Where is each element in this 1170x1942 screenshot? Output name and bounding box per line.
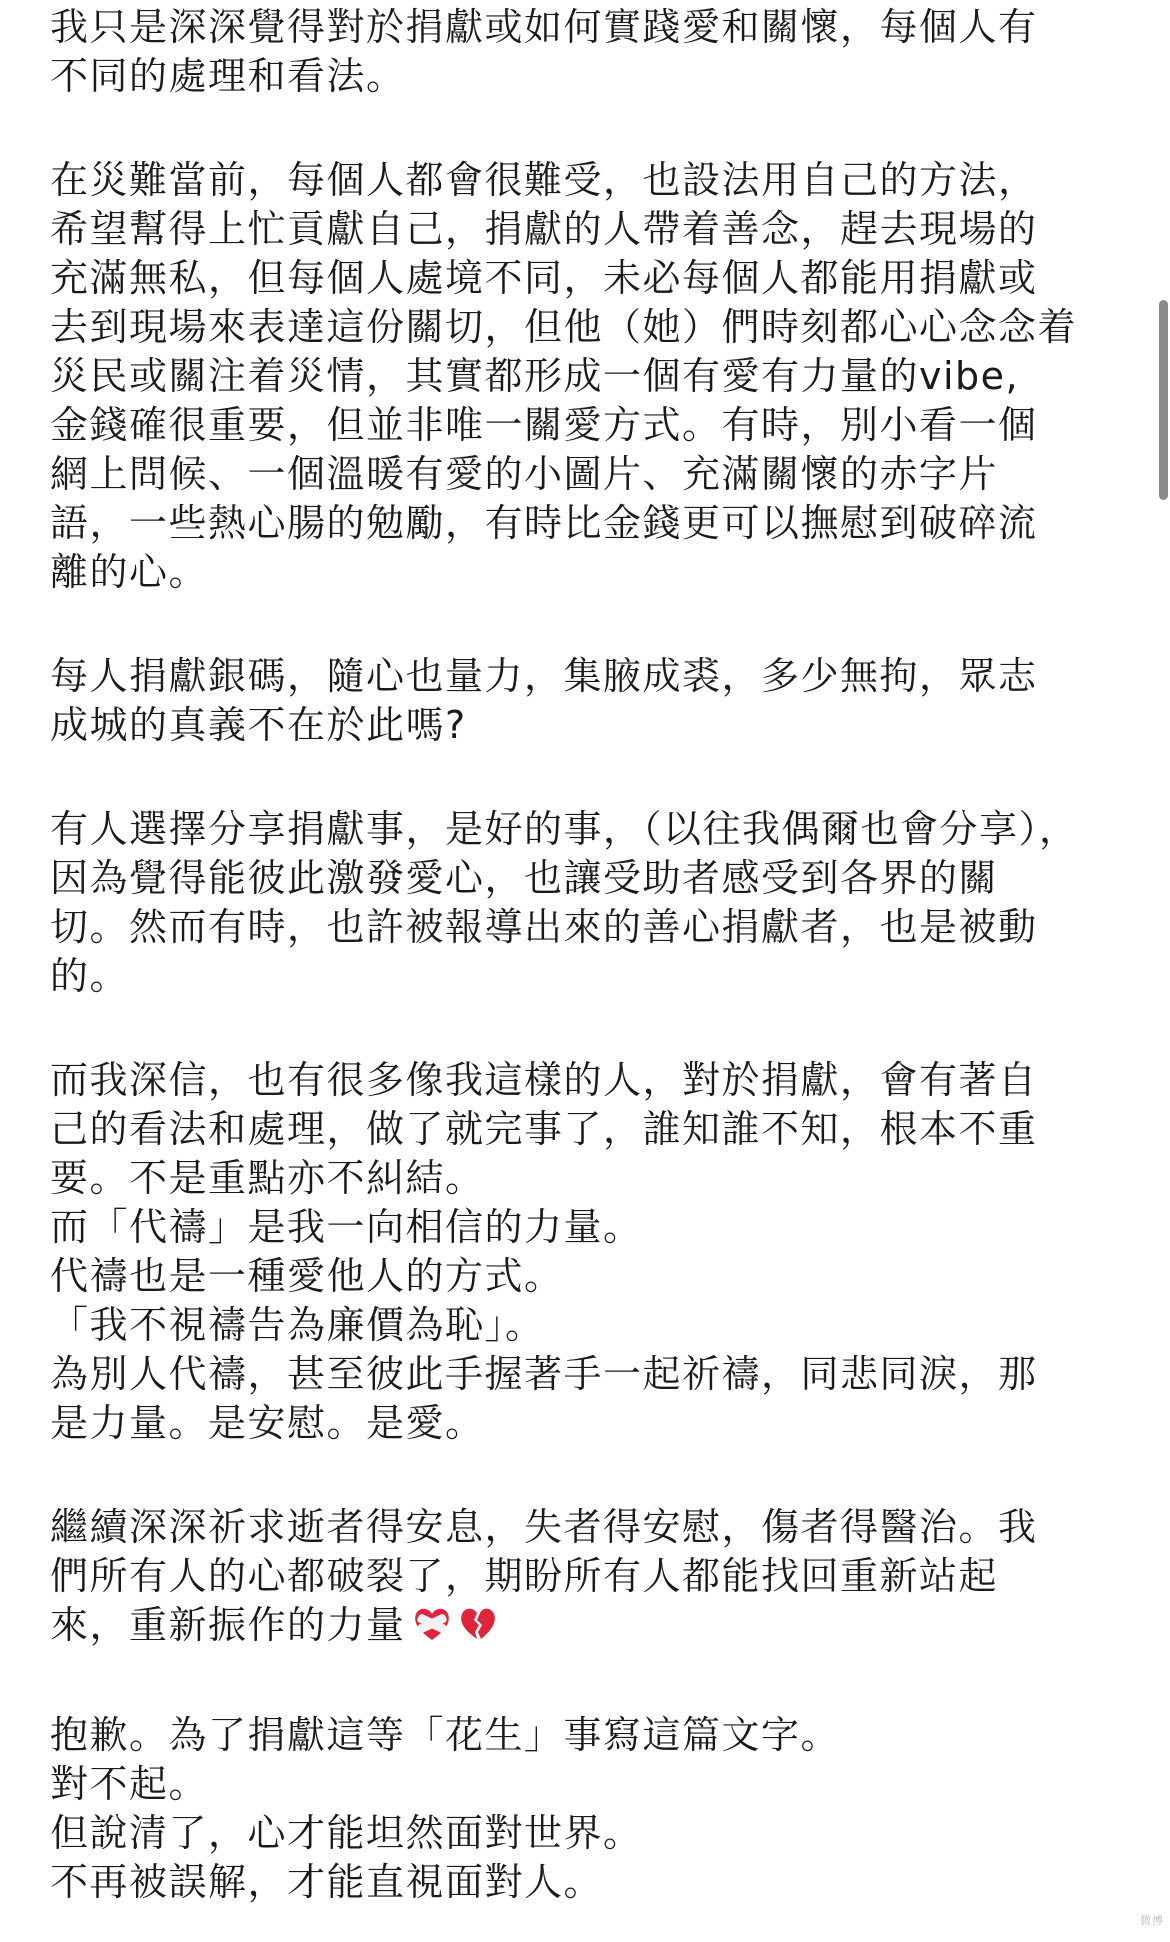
broken-heart-icon <box>458 1604 498 1656</box>
post-body <box>50 0 1120 1907</box>
paragraph-gap <box>50 1001 1120 1056</box>
paragraph-6 <box>50 1503 1120 1656</box>
paragraph-gap <box>50 1448 1120 1503</box>
paragraph-2: 在災難當前，每個人都會很難受，也設法用自己的方法， 希望幫得上忙貢獻自己，捐獻的人帶着善念，趕去現場的 充滿無私，但每個人處境不同，未必每個人都能用捐獻或 去到現場來表達這份關切，但他（她）們時刻都心心念念着 災民或關注着災情，其實都形成一個有愛有力量的vibe, 金錢確很重要，但並非唯一關愛方式。有時，別小看一個 網上問候、一個溫暖有愛的小圖片、充滿關懷的赤字片 語，一些熱心腸的勉勵，有時比金錢更可以撫慰到破碎流 離的心。 <box>50 158 1078 594</box>
paragraph-gap <box>50 1656 1120 1711</box>
paragraph-4: 有人選擇分享捐獻事，是好的事，（以往我偶爾也會分享）， 因為覺得能彼此激發愛心，也讓受助者感受到各界的關 切。然而有時，也許被報導出來的善心捐獻者，也是被動 的。 <box>50 807 1079 998</box>
paragraph-3: 每人捐獻銀碼，隨心也量力，集腋成裘，多少無拘，眾志 成城的真義不在於此嗎? <box>50 654 1038 747</box>
paragraph-gap <box>50 101 1120 156</box>
paragraph-gap <box>50 597 1120 652</box>
paragraph-1: 我只是深深覺得對於捐獻或如何實踐愛和關懷，每個人有 不同的處理和看法。 <box>50 5 1038 98</box>
watermark: 微博 <box>1140 1914 1164 1927</box>
paragraph-gap <box>50 750 1120 805</box>
paragraph-7: 抱歉。為了捐獻這等「花生」事寫這篇文字。 對不起。 但說清了，心才能坦然面對世界。 不再被誤解，才能直視面對人。 <box>50 1713 841 1904</box>
mending-heart-icon <box>412 1604 452 1656</box>
paragraph-5: 而我深信，也有很多像我這樣的人，對於捐獻，會有著自 己的看法和處理，做了就完事了，誰知誰不知，根本不重 要。不是重點亦不糾結。 而「代禱」是我一向相信的力量。 代禱也是一種愛他人的方式。 「我不視禱告為廉價為恥」。 為別人代禱，甚至彼此手握著手一起祈禱，同悲同淚，那 是力量。是安慰。是愛。 <box>50 1058 1038 1445</box>
paragraph-6-text: 繼續深深祈求逝者得安息，失者得安慰，傷者得醫治。我 們所有人的心都破裂了，期盼所有人都能找回重新站起 來，重新振作的力量 <box>50 1505 1038 1647</box>
scrollbar-thumb[interactable] <box>1159 300 1168 500</box>
scrollbar[interactable] <box>1156 0 1170 1942</box>
